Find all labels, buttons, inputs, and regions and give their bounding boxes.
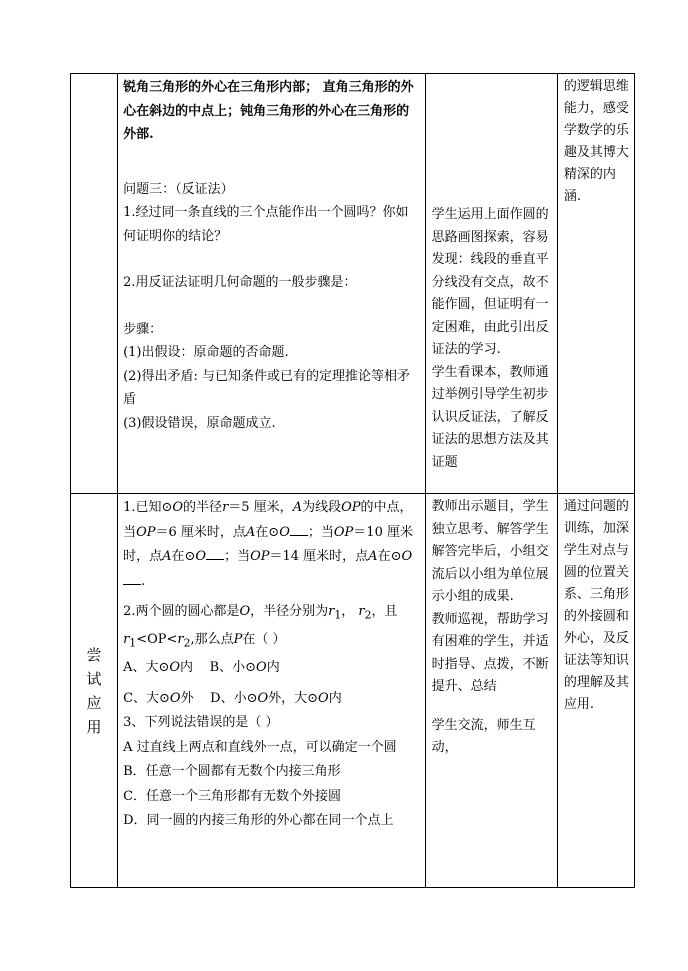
design-intent-text: 的逻辑思维能力，感受学数学的乐趣及其博大精深的内涵. [563,79,629,204]
exercise-2: 2.两个圆的圆心都是O，半径分别为$r_1$， $r_2$，且$r_1<OP<r_2$,那么点P在（ ） [123,604,398,650]
question3-item2: 2.用反证法证明几何命题的一般步骤是： [123,275,357,290]
question3-title: 问题三：（反证法） [123,181,234,197]
stage-char: 尝 [86,645,102,664]
steps-title: 步骤： [123,321,163,337]
answer-blank [206,547,224,560]
table-row [71,494,635,888]
exercise-2-options-cd: C、大⊙O外 D、小⊙O外，大⊙O内 [123,690,342,706]
exercise-3-option-c: C．任意一个三角形都有无数个外接圆 [123,788,342,804]
lesson-table [70,73,635,888]
step-2: (2)得出矛盾: 与已知条件或已有的定理推论等相矛盾 [123,368,411,407]
question3-item1: 1.经过同一条直线的三个点能作出一个圆吗？你如何证明你的结论？ [123,205,409,244]
exercise-1: 1.已知⊙O的半径r＝5 厘米，A为线段OP的中点，当OP＝6 厘米时，点A在⊙O ；当OP＝10 厘米时，点A在⊙O ；当OP＝14 厘米时，点A在⊙O. [123,500,413,589]
student-interaction-text: 学生交流，师生互动， [431,717,536,755]
exercise-3: 3、下列说法错误的是（ ） [123,715,279,731]
stage-char: 试 [86,669,102,688]
content-cell [118,494,426,888]
exercise-3-option-b: B．任意一个圆都有无数个内接三角形 [123,764,341,780]
exercise-2-options-ab: A、大⊙O内 B、小⊙O内 [123,660,280,676]
student-activity-cell [425,74,557,494]
stage-char: 应 [86,693,102,712]
answer-blank [290,523,308,536]
exercise-3-option-a: A 过直线上两点和直线外一点，可以确定一个圆 [123,739,397,755]
design-intent-cell [557,74,634,494]
stage-char: 用 [86,717,102,736]
table-row [71,74,635,494]
step-3: (3)假设错误，原命题成立. [123,415,276,431]
stage-cell [71,494,118,888]
stage-cell [71,74,118,494]
exercise-3-option-d: D．同一圆的内接三角形的外心都在同一个点上 [123,813,394,829]
design-intent-cell [557,494,634,888]
student-activity-text: 教师出示题目，学生独立思考、解答学生解答完毕后，小组交流后以小组为单位展示小组的成果. 教师巡视，帮助学习有困难的学生，并适时指导、点拨，不断提升、总结 [431,499,549,694]
step-1: (1)出假设：原命题的否命题. [123,345,289,360]
student-activity-text: 学生运用上面作圆的思路画图探索，容易发现：线段的垂直平分线没有交点，故不能作圆，但证明有一定困难，由此引出反证法的学习. 学生看课本，教师通过举例引导学生初步认识反证法，了解反证法的思想方法及其证题 [431,207,549,470]
circumcenter-conclusion: 锐角三角形的外心在三角形内部； 直角三角形的外心在斜边的中点上；钝角三角形的外心在三角形的外部. [123,80,414,142]
content-cell [118,74,426,494]
answer-blank [123,572,141,585]
design-intent-text: 通过问题的训练，加深学生对点与圆的位置关系、三角形的外接圆和外心，及反证法等知识的理解及其应用. [563,499,629,712]
student-activity-cell [425,494,557,888]
